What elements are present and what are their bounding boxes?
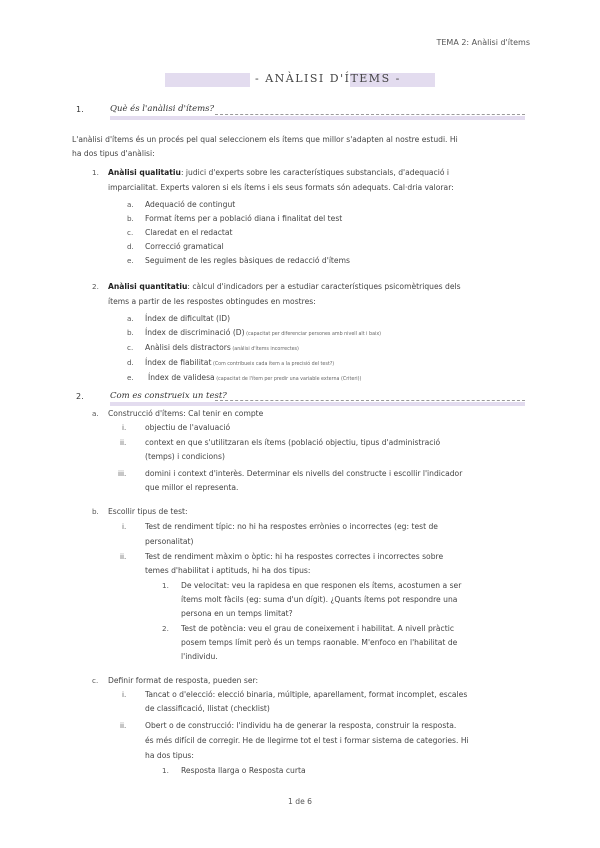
- section-1-rule: [215, 114, 525, 115]
- quant-item-marker: d.: [127, 358, 134, 367]
- quant-bold: Anàlisi quantitatiu: [108, 282, 188, 291]
- sec2-b-sub-line: l'individu.: [181, 652, 218, 661]
- quant-text-1: : càlcul d'indicadors per a estudiar característiques psicomètriques dels: [187, 282, 461, 291]
- sec2-b-marker: b.: [92, 507, 99, 516]
- quant-item-text: Índex de dificultat (ID): [145, 314, 231, 323]
- sec2-b-i-line: Test de rendiment típic: no hi ha respostes errònies o incorrectes (eg: test de: [145, 522, 438, 531]
- quant-marker: 2.: [92, 282, 99, 291]
- sec2-b-ii-marker: ii.: [120, 552, 127, 561]
- qual-item-marker: c.: [127, 228, 134, 237]
- quant-item: [145, 341, 299, 356]
- qual-item-marker: b.: [127, 214, 134, 223]
- sec2-b-ii-line: Test de rendiment màxim o òptic: hi ha respostes correctes i incorrectes sobre: [145, 552, 444, 561]
- sec2-b-i-marker: i.: [122, 522, 127, 531]
- sec2-b-sub-marker: 1.: [162, 581, 169, 590]
- sec2-b-sub-line: Test de potència: veu el grau de coneixement i habilitat. A nivell pràctic: [181, 624, 454, 633]
- sec2-a-item: domini i context d'interès. Determinar els nivells del constructe i escollir l'indicador: [145, 469, 463, 478]
- qual-item-marker: e.: [127, 256, 134, 265]
- sec2-c-sub-line: Resposta llarga o Resposta curta: [181, 766, 306, 775]
- sec2-b-sub-line: posem temps límit però és un temps raonable. M'enfoco en l'habilitat de: [181, 638, 458, 647]
- sec2-c-label: Definir format de resposta, pueden ser:: [108, 676, 259, 685]
- qual-text-1: : judici d'experts sobre les característiques substancials, d'adequació i: [180, 168, 449, 177]
- sec2-c-i-marker: i.: [122, 690, 127, 699]
- sec2-a-item-marker: i.: [122, 423, 127, 432]
- sec2-a-item: context en que s'utilitzaran els ítems (població objectiu, tipus d'administració: [145, 438, 441, 447]
- quant-item: [145, 356, 334, 371]
- quant-item-text: Anàlisi dels distractors: [145, 343, 231, 352]
- sec2-c-ii-line: ha dos tipus:: [145, 751, 194, 760]
- intro-line-1: L'anàlisi d'ítems és un procés pel qual seleccionem els ítems que millor s'adapten al nostre estudi. Hi: [72, 135, 458, 144]
- sec2-c-sub-marker: 1.: [162, 766, 169, 775]
- sec2-c-marker: c.: [92, 676, 99, 685]
- sec2-a-label: Construcció d'ítems: Cal tenir en compte: [108, 409, 264, 418]
- page-number: 1 de 6: [288, 797, 312, 806]
- qual-line-2: imparcialitat. Experts valoren si els ítems i els seus formats són adequats. Cal·dria valorar:: [108, 183, 454, 192]
- sec2-a-item-cont: que millor el representa.: [145, 483, 239, 492]
- quant-item-marker: a.: [127, 314, 134, 323]
- qual-item: Claredat en el redactat: [145, 228, 233, 237]
- sec2-b-sub-line: persona en un temps limitat?: [181, 609, 293, 618]
- quant-item-marker: b.: [127, 328, 134, 337]
- quant-line-2: ítems a partir de les respostes obtingudes en mostres:: [108, 297, 316, 306]
- section-2-title: Com es construeix un test?: [110, 391, 227, 401]
- section-1-underline: [110, 116, 525, 120]
- sec2-b-sub-line: De velocitat: veu la rapidesa en que responen els ítems, acostumen a ser: [181, 581, 462, 590]
- sec2-a-item-marker: ii.: [120, 438, 127, 447]
- title-band-left: [165, 73, 250, 87]
- title-banner: [0, 70, 600, 92]
- quant-item-marker: e.: [127, 373, 134, 382]
- document-title: - ANÀLISI D'ÍTEMS -: [255, 72, 401, 85]
- section-2-number: 2.: [76, 392, 84, 401]
- sec2-c-i-line: de classificació, llistat (checklist): [145, 704, 270, 713]
- section-2-underline: [110, 402, 525, 406]
- sec2-a-item-cont: (temps) i condicions): [145, 452, 225, 461]
- qual-marker: 1.: [92, 168, 99, 177]
- quant-item-note: (capacitat de l'ítem per predir una variable externa (Criteri)): [214, 377, 362, 382]
- sec2-c-i-line: Tancat o d'elecció: elecció binaria, múltiple, aparellament, format incomplet, escales: [145, 690, 468, 699]
- qual-line-1: [108, 166, 449, 179]
- qual-item: Correcció gramatical: [145, 242, 224, 251]
- qual-item-marker: d.: [127, 242, 134, 251]
- sec2-a-marker: a.: [92, 409, 99, 418]
- quant-item-note: (capacitat per diferenciar persones amb nivell alt i baix): [244, 332, 382, 337]
- quant-item-text: Índex de validesa: [148, 373, 215, 382]
- quant-item-text: Índex de discriminació (D): [145, 328, 245, 337]
- sec2-b-sub-marker: 2.: [162, 624, 169, 633]
- sec2-a-item: objectiu de l'avaluació: [145, 423, 231, 432]
- section-1-title: Què és l'anàlisi d'ítems?: [110, 104, 215, 114]
- quant-item: [145, 312, 230, 327]
- document-header: TEMA 2: Anàlisi d'ítems: [436, 38, 530, 47]
- sec2-b-i-line: personalitat): [145, 537, 194, 546]
- qual-item: Format ítems per a població diana i finalitat del test: [145, 214, 343, 223]
- section-2-rule: [215, 400, 525, 401]
- section-1-number: 1.: [76, 105, 84, 114]
- quant-item-note: (anàlisi d'ítems incorrectes): [230, 347, 299, 352]
- qual-bold: Anàlisi qualitatiu: [108, 168, 181, 177]
- qual-item: Adequació de contingut: [145, 200, 236, 209]
- quant-item-marker: c.: [127, 343, 134, 352]
- sec2-c-ii-line: Obert o de construcció: l'individu ha de generar la resposta, construir la resposta.: [145, 721, 457, 730]
- qual-item-marker: a.: [127, 200, 134, 209]
- quant-item: [148, 371, 361, 386]
- quant-line-1: [108, 280, 461, 293]
- sec2-c-ii-marker: ii.: [120, 721, 127, 730]
- quant-item-text: Índex de fiabilitat: [145, 358, 212, 367]
- intro-line-2: ha dos tipus d'anàlisi:: [72, 149, 155, 158]
- sec2-b-label: Escollir tipus de test:: [108, 507, 188, 516]
- quant-item: [145, 326, 381, 341]
- sec2-a-item-marker: iii.: [118, 469, 127, 478]
- qual-item: Seguiment de les regles bàsiques de redacció d'ítems: [145, 256, 350, 265]
- quant-item-note: (Com contribueix cada ítem a la precisió del test?): [211, 362, 335, 367]
- sec2-b-sub-line: ítems molt fàcils (eg: suma d'un dígit). ¿Quants ítems pot respondre una: [181, 595, 458, 604]
- sec2-c-ii-line: és més difícil de corregir. He de llegirme tot el test i formar sistema de categories. Hi: [145, 736, 469, 745]
- sec2-b-ii-line: temes d'habilitat i aptituds, hi ha dos tipus:: [145, 566, 311, 575]
